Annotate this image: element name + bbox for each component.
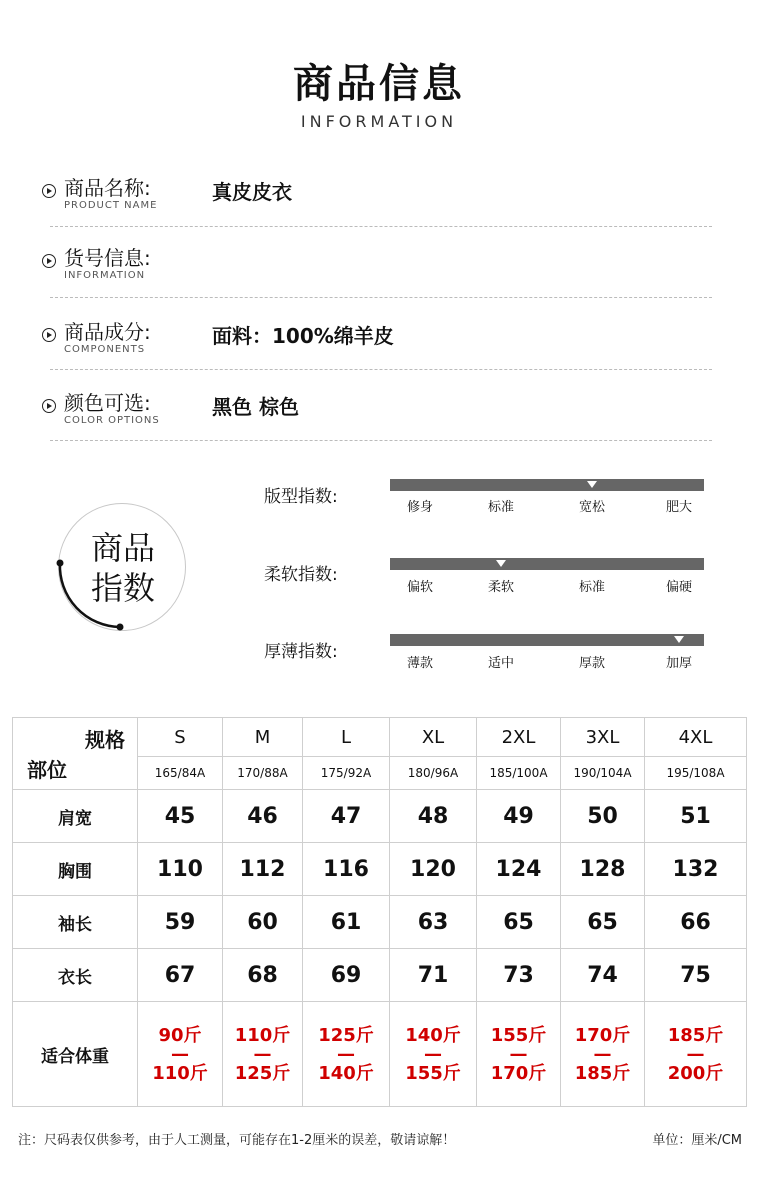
index-badge-text — [58, 528, 188, 608]
table-cell: 110 — [138, 843, 223, 896]
index-marker-icon — [587, 481, 597, 488]
table-cell: 45 — [138, 790, 223, 843]
info-value: 面料：100%绵羊皮 — [212, 324, 394, 348]
spec-header: 175/92A — [303, 757, 390, 790]
info-label-en: COMPONENTS — [64, 344, 146, 355]
weight-to: 125斤 — [234, 1062, 291, 1084]
info-value: 黑色 棕色 — [212, 395, 299, 419]
table-row — [13, 896, 747, 949]
weight-cell — [645, 1002, 747, 1107]
row-label: 袖长 — [13, 896, 138, 949]
table-row-weight — [13, 1002, 747, 1107]
spec-header: 165/84A — [138, 757, 223, 790]
index-label-softness: 柔软指数: — [264, 565, 338, 585]
divider — [50, 369, 712, 370]
divider — [50, 440, 712, 441]
table-cell: 63 — [390, 896, 477, 949]
weight-sep: — — [509, 1043, 528, 1065]
index-tick: 加厚 — [665, 656, 692, 671]
table-row — [13, 949, 747, 1002]
index-bar-fit — [390, 479, 704, 491]
weight-cell — [477, 1002, 561, 1107]
size-header: XL — [390, 718, 477, 757]
weight-from: 90斤 — [158, 1024, 202, 1046]
table-cell: 112 — [223, 843, 303, 896]
table-cell: 46 — [223, 790, 303, 843]
table-cell: 124 — [477, 843, 561, 896]
info-label: 货号信息: — [64, 246, 151, 270]
table-cell: 50 — [561, 790, 645, 843]
table-corner-cell — [13, 718, 138, 790]
row-label: 衣长 — [13, 949, 138, 1002]
info-row-components — [42, 316, 712, 388]
corner-part-label: 部位 — [27, 758, 67, 782]
row-label: 肩宽 — [13, 790, 138, 843]
index-tick: 适中 — [487, 656, 514, 671]
table-cell: 61 — [303, 896, 390, 949]
weight-from: 125斤 — [318, 1024, 374, 1046]
weight-cell — [303, 1002, 390, 1107]
info-row-product-name — [42, 172, 712, 244]
size-header: 3XL — [561, 718, 645, 757]
corner-size-label: 规格 — [85, 728, 125, 752]
index-tick: 标准 — [578, 580, 605, 595]
index-tick: 薄款 — [406, 656, 433, 671]
play-bullet-icon — [42, 184, 56, 198]
page-title: 商品信息 — [293, 61, 465, 107]
index-tick: 肥大 — [665, 500, 692, 515]
table-cell: 69 — [303, 949, 390, 1002]
table-cell: 49 — [477, 790, 561, 843]
size-header: L — [303, 718, 390, 757]
page-subtitle: INFORMATION — [300, 112, 458, 131]
table-cell: 59 — [138, 896, 223, 949]
index-label-thickness: 厚薄指数: — [264, 642, 338, 662]
table-cell: 132 — [645, 843, 747, 896]
table-cell: 48 — [390, 790, 477, 843]
size-header: S — [138, 718, 223, 757]
weight-to: 140斤 — [318, 1062, 374, 1084]
size-header: 2XL — [477, 718, 561, 757]
table-cell: 120 — [390, 843, 477, 896]
divider — [50, 297, 712, 298]
index-bar-softness — [390, 558, 704, 570]
weight-sep: — — [337, 1043, 355, 1065]
weight-sep: — — [171, 1043, 189, 1065]
info-label-en: INFORMATION — [64, 270, 146, 281]
spec-header: 180/96A — [390, 757, 477, 790]
info-label: 商品成分: — [64, 320, 151, 344]
index-marker-icon — [674, 636, 684, 643]
table-row — [13, 843, 747, 896]
index-tick: 宽松 — [578, 500, 605, 515]
index-tick: 偏硬 — [665, 580, 692, 595]
info-row-colors — [42, 387, 712, 459]
index-tick: 修身 — [406, 500, 433, 515]
row-label: 胸围 — [13, 843, 138, 896]
info-label: 颜色可选: — [64, 391, 151, 415]
info-value: 真皮皮衣 — [212, 180, 292, 204]
weight-to: 155斤 — [405, 1062, 461, 1084]
weight-cell — [390, 1002, 477, 1107]
index-tick: 标准 — [487, 500, 514, 515]
weight-to: 185斤 — [574, 1062, 631, 1084]
play-bullet-icon — [42, 254, 56, 268]
table-cell: 60 — [223, 896, 303, 949]
table-cell: 65 — [477, 896, 561, 949]
footer-unit: 单位：厘米/CM — [652, 1133, 742, 1148]
size-header: 4XL — [645, 718, 747, 757]
index-bar-thickness — [390, 634, 704, 646]
table-cell: 74 — [561, 949, 645, 1002]
weight-from: 110斤 — [234, 1024, 291, 1046]
table-cell: 75 — [645, 949, 747, 1002]
info-row-item-number — [42, 242, 712, 314]
index-label-fit: 版型指数: — [264, 487, 338, 507]
weight-sep: — — [253, 1043, 272, 1065]
table-cell: 116 — [303, 843, 390, 896]
info-label-en: PRODUCT NAME — [64, 200, 158, 211]
footer-note: 注：尺码表仅供参考，由于人工测量，可能存在1-2厘米的误差，敬请谅解！ — [18, 1133, 456, 1148]
play-bullet-icon — [42, 399, 56, 413]
index-badge-line2: 指数 — [90, 569, 155, 607]
index-marker-icon — [496, 560, 506, 567]
spec-header: 195/108A — [645, 757, 747, 790]
weight-sep: — — [424, 1043, 442, 1065]
table-row — [13, 790, 747, 843]
weight-cell — [138, 1002, 223, 1107]
table-cell: 73 — [477, 949, 561, 1002]
table-cell: 67 — [138, 949, 223, 1002]
divider — [50, 226, 712, 227]
weight-from: 170斤 — [574, 1024, 631, 1046]
arc-dot-end — [117, 624, 124, 631]
row-label: 适合体重 — [13, 1002, 138, 1107]
weight-to: 200斤 — [667, 1062, 724, 1084]
weight-from: 185斤 — [667, 1024, 724, 1046]
size-table — [12, 717, 747, 1107]
table-cell: 71 — [390, 949, 477, 1002]
info-label: 商品名称: — [64, 176, 151, 200]
weight-from: 155斤 — [490, 1024, 547, 1046]
spec-header: 170/88A — [223, 757, 303, 790]
index-tick: 厚款 — [578, 656, 605, 671]
weight-to: 110斤 — [152, 1062, 208, 1084]
weight-sep: — — [593, 1043, 612, 1065]
table-cell: 47 — [303, 790, 390, 843]
spec-header: 185/100A — [477, 757, 561, 790]
info-label-en: COLOR OPTIONS — [64, 415, 160, 426]
weight-from: 140斤 — [405, 1024, 461, 1046]
weight-cell — [223, 1002, 303, 1107]
table-cell: 66 — [645, 896, 747, 949]
table-cell: 128 — [561, 843, 645, 896]
play-bullet-icon — [42, 328, 56, 342]
spec-header: 190/104A — [561, 757, 645, 790]
size-header: M — [223, 718, 303, 757]
table-cell: 68 — [223, 949, 303, 1002]
table-cell: 65 — [561, 896, 645, 949]
table-cell: 51 — [645, 790, 747, 843]
weight-sep: — — [686, 1043, 705, 1065]
index-tick: 柔软 — [487, 580, 514, 595]
index-tick: 偏软 — [406, 580, 433, 595]
weight-to: 170斤 — [490, 1062, 547, 1084]
index-badge-line1: 商品 — [90, 529, 155, 567]
weight-cell — [561, 1002, 645, 1107]
